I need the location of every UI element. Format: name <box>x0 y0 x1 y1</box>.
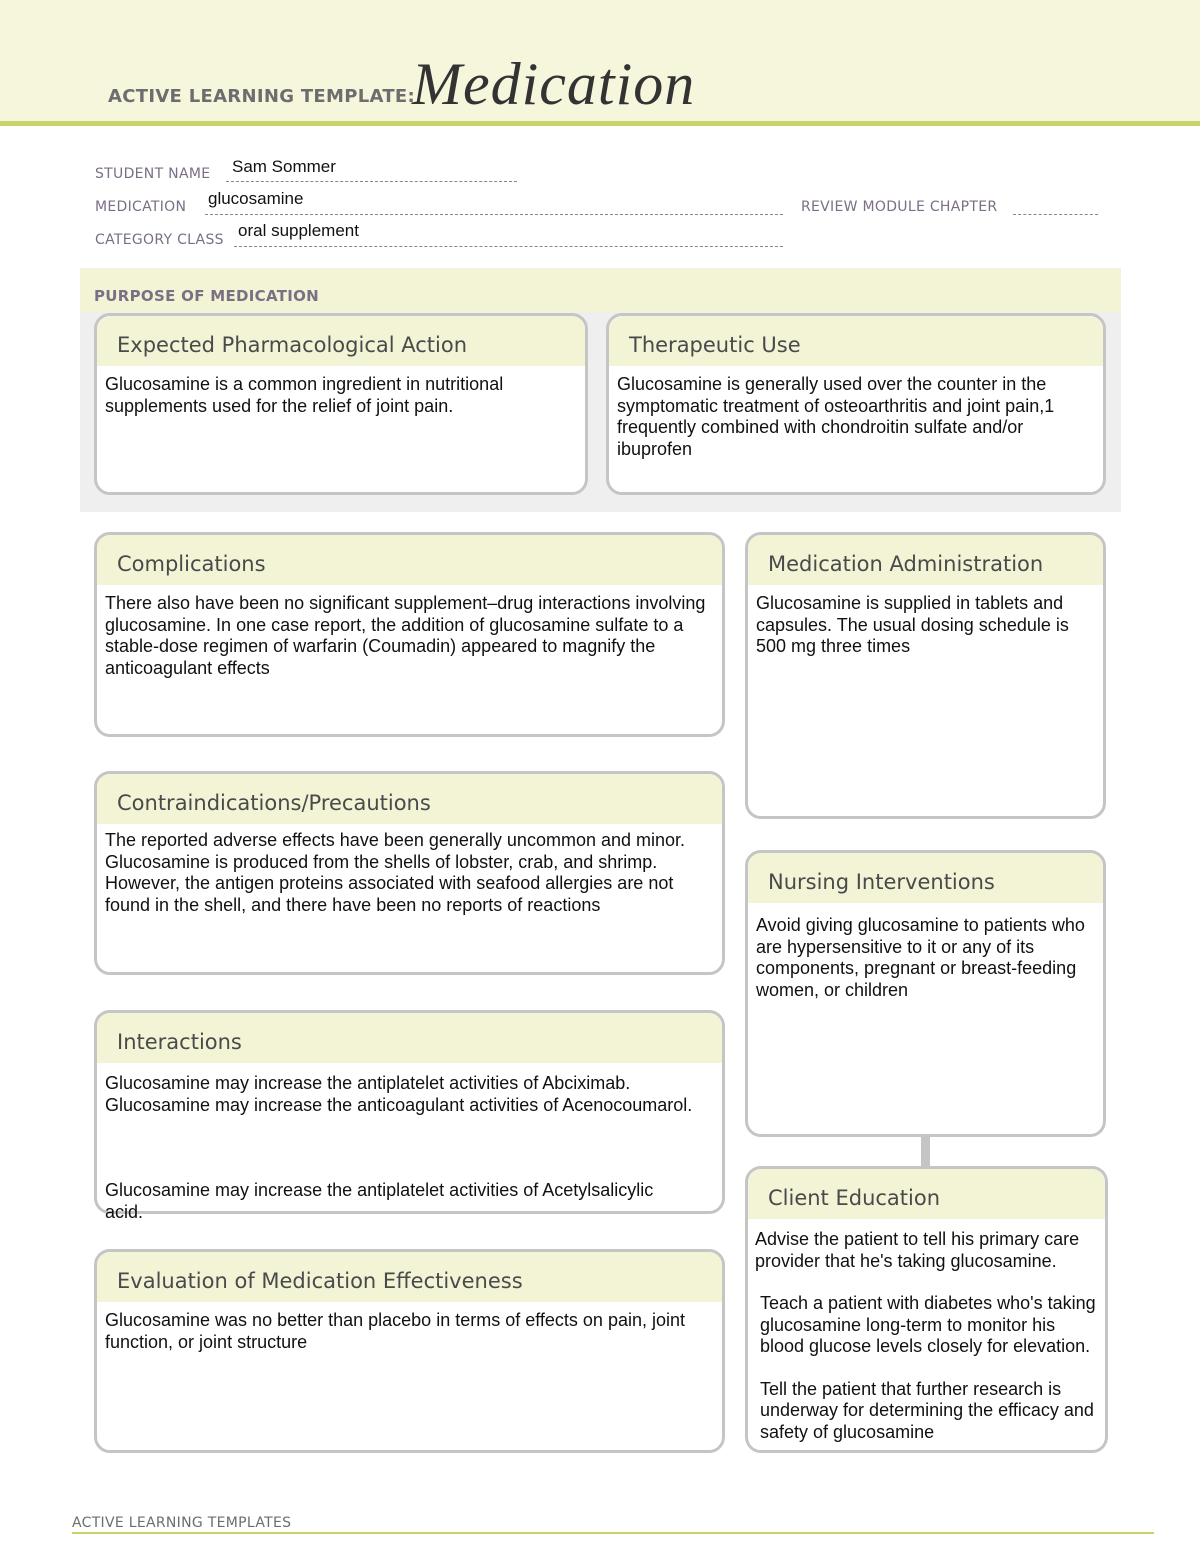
evaluation-title: Evaluation of Medication Effectiveness <box>97 1252 722 1302</box>
evaluation-card <box>94 1249 725 1453</box>
medication-label: MEDICATION <box>95 199 187 215</box>
student-name-line <box>226 181 517 182</box>
nursing-title: Nursing Interventions <box>748 853 1103 903</box>
purpose-label: PURPOSE OF MEDICATION <box>94 287 320 305</box>
footer-label: ACTIVE LEARNING TEMPLATES <box>72 1515 292 1531</box>
template-label: ACTIVE LEARNING TEMPLATE: <box>108 86 415 107</box>
interactions-body[interactable] <box>97 1063 722 1116</box>
para-spacer <box>755 1272 1100 1293</box>
contraindications-card <box>94 771 725 975</box>
complications-title: Complications <box>97 535 722 585</box>
footer-rule <box>72 1532 1154 1534</box>
administration-card <box>745 532 1106 819</box>
therapeutic-use-card <box>606 313 1106 495</box>
nursing-education-connector <box>921 1136 930 1166</box>
header-rule <box>0 121 1200 126</box>
review-module-line <box>1013 214 1098 215</box>
administration-text[interactable]: Glucosamine is supplied in tablets and capsules. The usual dosing schedule is 500 mg three times <box>756 593 1069 656</box>
client-education-title: Client Education <box>748 1169 1105 1219</box>
client-education-text[interactable] <box>755 1229 1100 1443</box>
student-name-label: STUDENT NAME <box>95 166 211 182</box>
medication-field[interactable]: glucosamine <box>208 189 304 208</box>
administration-title: Medication Administration <box>748 535 1103 585</box>
medication-line <box>205 214 783 215</box>
client-education-para-1: Advise the patient to tell his primary care provider that he's taking glucosamine. <box>755 1229 1080 1271</box>
category-class-line <box>234 246 783 247</box>
therapeutic-use-text[interactable]: Glucosamine is generally used over the counter in the symptomatic treatment of osteoarthritis and joint pain,1 frequently combined with chondroitin sulfate and/or ibuprofen <box>617 374 1055 459</box>
interactions-title: Interactions <box>97 1013 722 1063</box>
interaction-line-3: Glucosamine may increase the antiplatelet activities of Acetylsalicylic acid. <box>105 1180 654 1222</box>
client-education-para-2: Teach a patient with diabetes who's taking glucosamine long-term to monitor his blood glucose levels closely for elevation. <box>760 1293 1096 1356</box>
page-title: Medication <box>412 51 696 117</box>
client-education-para-3: Tell the patient that further research is underway for determining the efficacy and safety of glucosamine <box>760 1378 1094 1442</box>
student-name-field[interactable]: Sam Sommer <box>232 157 336 176</box>
category-class-label: CATEGORY CLASS <box>95 232 224 248</box>
expected-action-text[interactable]: Glucosamine is a common ingredient in nutritional supplements used for the relief of joint pain. <box>105 374 504 416</box>
interaction-line-1: Glucosamine may increase the antiplatelet activities of Abciximab. <box>105 1073 631 1093</box>
expected-action-card <box>94 313 588 495</box>
nursing-text[interactable]: Avoid giving glucosamine to patients who are hypersensitive to it or any of its components, pregnant or breast-feeding women, or children <box>756 915 1085 1000</box>
contraindications-title: Contraindications/Precautions <box>97 774 722 824</box>
complications-text[interactable]: There also have been no significant supplement–drug interactions involving glucosamine. In one case report, the addition of glucosamine sulfate to a stable-dose regimen of warfarin (Coumadin) appeared to magnify the anticoagulant effects <box>105 593 706 678</box>
nursing-card <box>745 850 1106 1137</box>
therapeutic-use-title: Therapeutic Use <box>609 316 1103 366</box>
category-class-field[interactable]: oral supplement <box>238 221 359 240</box>
review-module-label: REVIEW MODULE CHAPTER <box>801 199 998 215</box>
interaction-line-2: Glucosamine may increase the anticoagulant activities of Acenocoumarol. <box>105 1094 693 1115</box>
contraindications-text[interactable]: The reported adverse effects have been generally uncommon and minor. Glucosamine is produced from the shells of lobster, crab, and shrimp. However, the antigen proteins associated with seafood allergies are not found in the shell, and there have been no reports of reactions <box>105 830 686 915</box>
para-spacer <box>755 1358 1100 1379</box>
evaluation-text[interactable]: Glucosamine was no better than placebo in terms of effects on pain, joint function, or joint structure <box>105 1310 685 1352</box>
complications-card <box>94 532 725 737</box>
expected-action-title: Expected Pharmacological Action <box>97 316 585 366</box>
